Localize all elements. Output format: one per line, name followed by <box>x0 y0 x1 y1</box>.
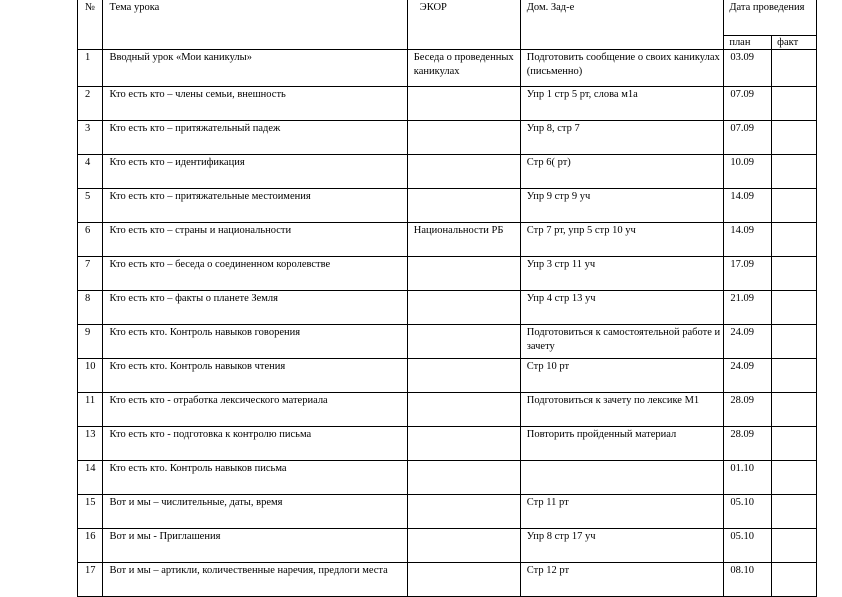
cell-topic: Кто есть кто. Контроль навыков письма <box>103 461 407 495</box>
cell-plan: 21.09 <box>724 291 772 325</box>
cell-fact <box>772 529 817 563</box>
cell-ekor <box>407 87 520 121</box>
cell-topic: Кто есть кто – члены семьи, внешность <box>103 87 407 121</box>
cell-ekor: Беседа о проведенных каникулах <box>407 50 520 87</box>
cell-plan: 28.09 <box>724 393 772 427</box>
cell-plan: 17.09 <box>724 257 772 291</box>
cell-topic: Кто есть кто - подготовка к контролю письма <box>103 427 407 461</box>
cell-ekor <box>407 359 520 393</box>
cell-homework: Повторить пройденный материал <box>520 427 724 461</box>
table-row <box>78 189 817 223</box>
header-topic: Тема урока <box>103 0 407 50</box>
cell-ekor <box>407 427 520 461</box>
cell-plan: 01.10 <box>724 461 772 495</box>
cell-plan: 10.09 <box>724 155 772 189</box>
cell-ekor <box>407 291 520 325</box>
cell-homework: Подготовиться к самостоятельной работе и зачету <box>520 325 724 359</box>
cell-homework: Упр 1 стр 5 рт, слова м1а <box>520 87 724 121</box>
cell-homework: Подготовить сообщение о своих каникулах (письменно) <box>520 50 724 87</box>
cell-num: 4 <box>78 155 103 189</box>
table-row <box>78 393 817 427</box>
table-row <box>78 257 817 291</box>
header-homework: Дом. Зад-е <box>520 0 724 50</box>
cell-homework: Упр 8 стр 17 уч <box>520 529 724 563</box>
cell-num: 2 <box>78 87 103 121</box>
cell-fact <box>772 50 817 87</box>
cell-num: 6 <box>78 223 103 257</box>
cell-fact <box>772 155 817 189</box>
cell-topic: Кто есть кто – страны и национальности <box>103 223 407 257</box>
cell-ekor <box>407 461 520 495</box>
header-plan: план <box>724 36 772 50</box>
cell-num: 17 <box>78 563 103 597</box>
cell-plan: 03.09 <box>724 50 772 87</box>
cell-num: 5 <box>78 189 103 223</box>
header-date: Дата проведения <box>724 0 817 36</box>
cell-topic: Вот и мы – артикли, количественные наречия, предлоги места <box>103 563 407 597</box>
cell-topic: Кто есть кто – притяжательный падеж <box>103 121 407 155</box>
cell-homework <box>520 461 724 495</box>
cell-plan: 05.10 <box>724 495 772 529</box>
cell-fact <box>772 121 817 155</box>
cell-fact <box>772 427 817 461</box>
cell-ekor <box>407 529 520 563</box>
lesson-plan-table <box>77 0 817 597</box>
cell-plan: 05.10 <box>724 529 772 563</box>
table-body <box>78 50 817 597</box>
cell-fact <box>772 257 817 291</box>
cell-fact <box>772 291 817 325</box>
cell-topic: Вот и мы – числительные, даты, время <box>103 495 407 529</box>
cell-num: 3 <box>78 121 103 155</box>
cell-topic: Вот и мы - Приглашения <box>103 529 407 563</box>
cell-homework: Стр 12 рт <box>520 563 724 597</box>
cell-fact <box>772 393 817 427</box>
header-ekor: ЭКОР <box>407 0 520 50</box>
table-row <box>78 563 817 597</box>
cell-num: 1 <box>78 50 103 87</box>
cell-topic: Кто есть кто. Контроль навыков чтения <box>103 359 407 393</box>
cell-plan: 24.09 <box>724 325 772 359</box>
cell-topic: Кто есть кто – беседа о соединенном королевстве <box>103 257 407 291</box>
cell-num: 10 <box>78 359 103 393</box>
cell-fact <box>772 563 817 597</box>
cell-ekor <box>407 393 520 427</box>
table-row <box>78 291 817 325</box>
cell-fact <box>772 461 817 495</box>
cell-ekor <box>407 121 520 155</box>
cell-ekor <box>407 563 520 597</box>
cell-ekor: Национальности РБ <box>407 223 520 257</box>
header-fact: факт <box>772 36 817 50</box>
table-row <box>78 461 817 495</box>
cell-topic: Кто есть кто – притяжательные местоимения <box>103 189 407 223</box>
cell-homework: Упр 4 стр 13 уч <box>520 291 724 325</box>
cell-topic: Кто есть кто – факты о планете Земля <box>103 291 407 325</box>
table-row <box>78 50 817 87</box>
cell-num: 16 <box>78 529 103 563</box>
cell-num: 13 <box>78 427 103 461</box>
cell-homework: Стр 6( рт) <box>520 155 724 189</box>
cell-ekor <box>407 189 520 223</box>
cell-fact <box>772 223 817 257</box>
cell-ekor <box>407 257 520 291</box>
cell-num: 14 <box>78 461 103 495</box>
table-row <box>78 495 817 529</box>
cell-plan: 28.09 <box>724 427 772 461</box>
cell-fact <box>772 495 817 529</box>
cell-num: 11 <box>78 393 103 427</box>
cell-homework: Упр 9 стр 9 уч <box>520 189 724 223</box>
cell-topic: Кто есть кто – идентификация <box>103 155 407 189</box>
cell-homework: Упр 8, стр 7 <box>520 121 724 155</box>
cell-topic: Кто есть кто. Контроль навыков говорения <box>103 325 407 359</box>
cell-homework: Стр 7 рт, упр 5 стр 10 уч <box>520 223 724 257</box>
cell-fact <box>772 189 817 223</box>
table-row <box>78 155 817 189</box>
cell-num: 15 <box>78 495 103 529</box>
cell-plan: 07.09 <box>724 121 772 155</box>
cell-homework: Стр 11 рт <box>520 495 724 529</box>
cell-homework: Стр 10 рт <box>520 359 724 393</box>
cell-plan: 24.09 <box>724 359 772 393</box>
cell-fact <box>772 325 817 359</box>
cell-plan: 07.09 <box>724 87 772 121</box>
table-row <box>78 529 817 563</box>
table-row <box>78 359 817 393</box>
header-num: № <box>78 0 103 50</box>
cell-num: 7 <box>78 257 103 291</box>
header-row <box>78 0 817 36</box>
cell-plan: 14.09 <box>724 189 772 223</box>
cell-fact <box>772 359 817 393</box>
cell-topic: Вводный урок «Мои каникулы» <box>103 50 407 87</box>
table-row <box>78 87 817 121</box>
cell-homework: Подготовиться к зачету по лексике М1 <box>520 393 724 427</box>
table-row <box>78 325 817 359</box>
cell-num: 8 <box>78 291 103 325</box>
cell-plan: 08.10 <box>724 563 772 597</box>
cell-fact <box>772 87 817 121</box>
cell-topic: Кто есть кто - отработка лексического материала <box>103 393 407 427</box>
table-row <box>78 427 817 461</box>
cell-plan: 14.09 <box>724 223 772 257</box>
cell-ekor <box>407 325 520 359</box>
cell-ekor <box>407 155 520 189</box>
table-row <box>78 121 817 155</box>
cell-num: 9 <box>78 325 103 359</box>
cell-ekor <box>407 495 520 529</box>
table-row <box>78 223 817 257</box>
cell-homework: Упр 3 стр 11 уч <box>520 257 724 291</box>
